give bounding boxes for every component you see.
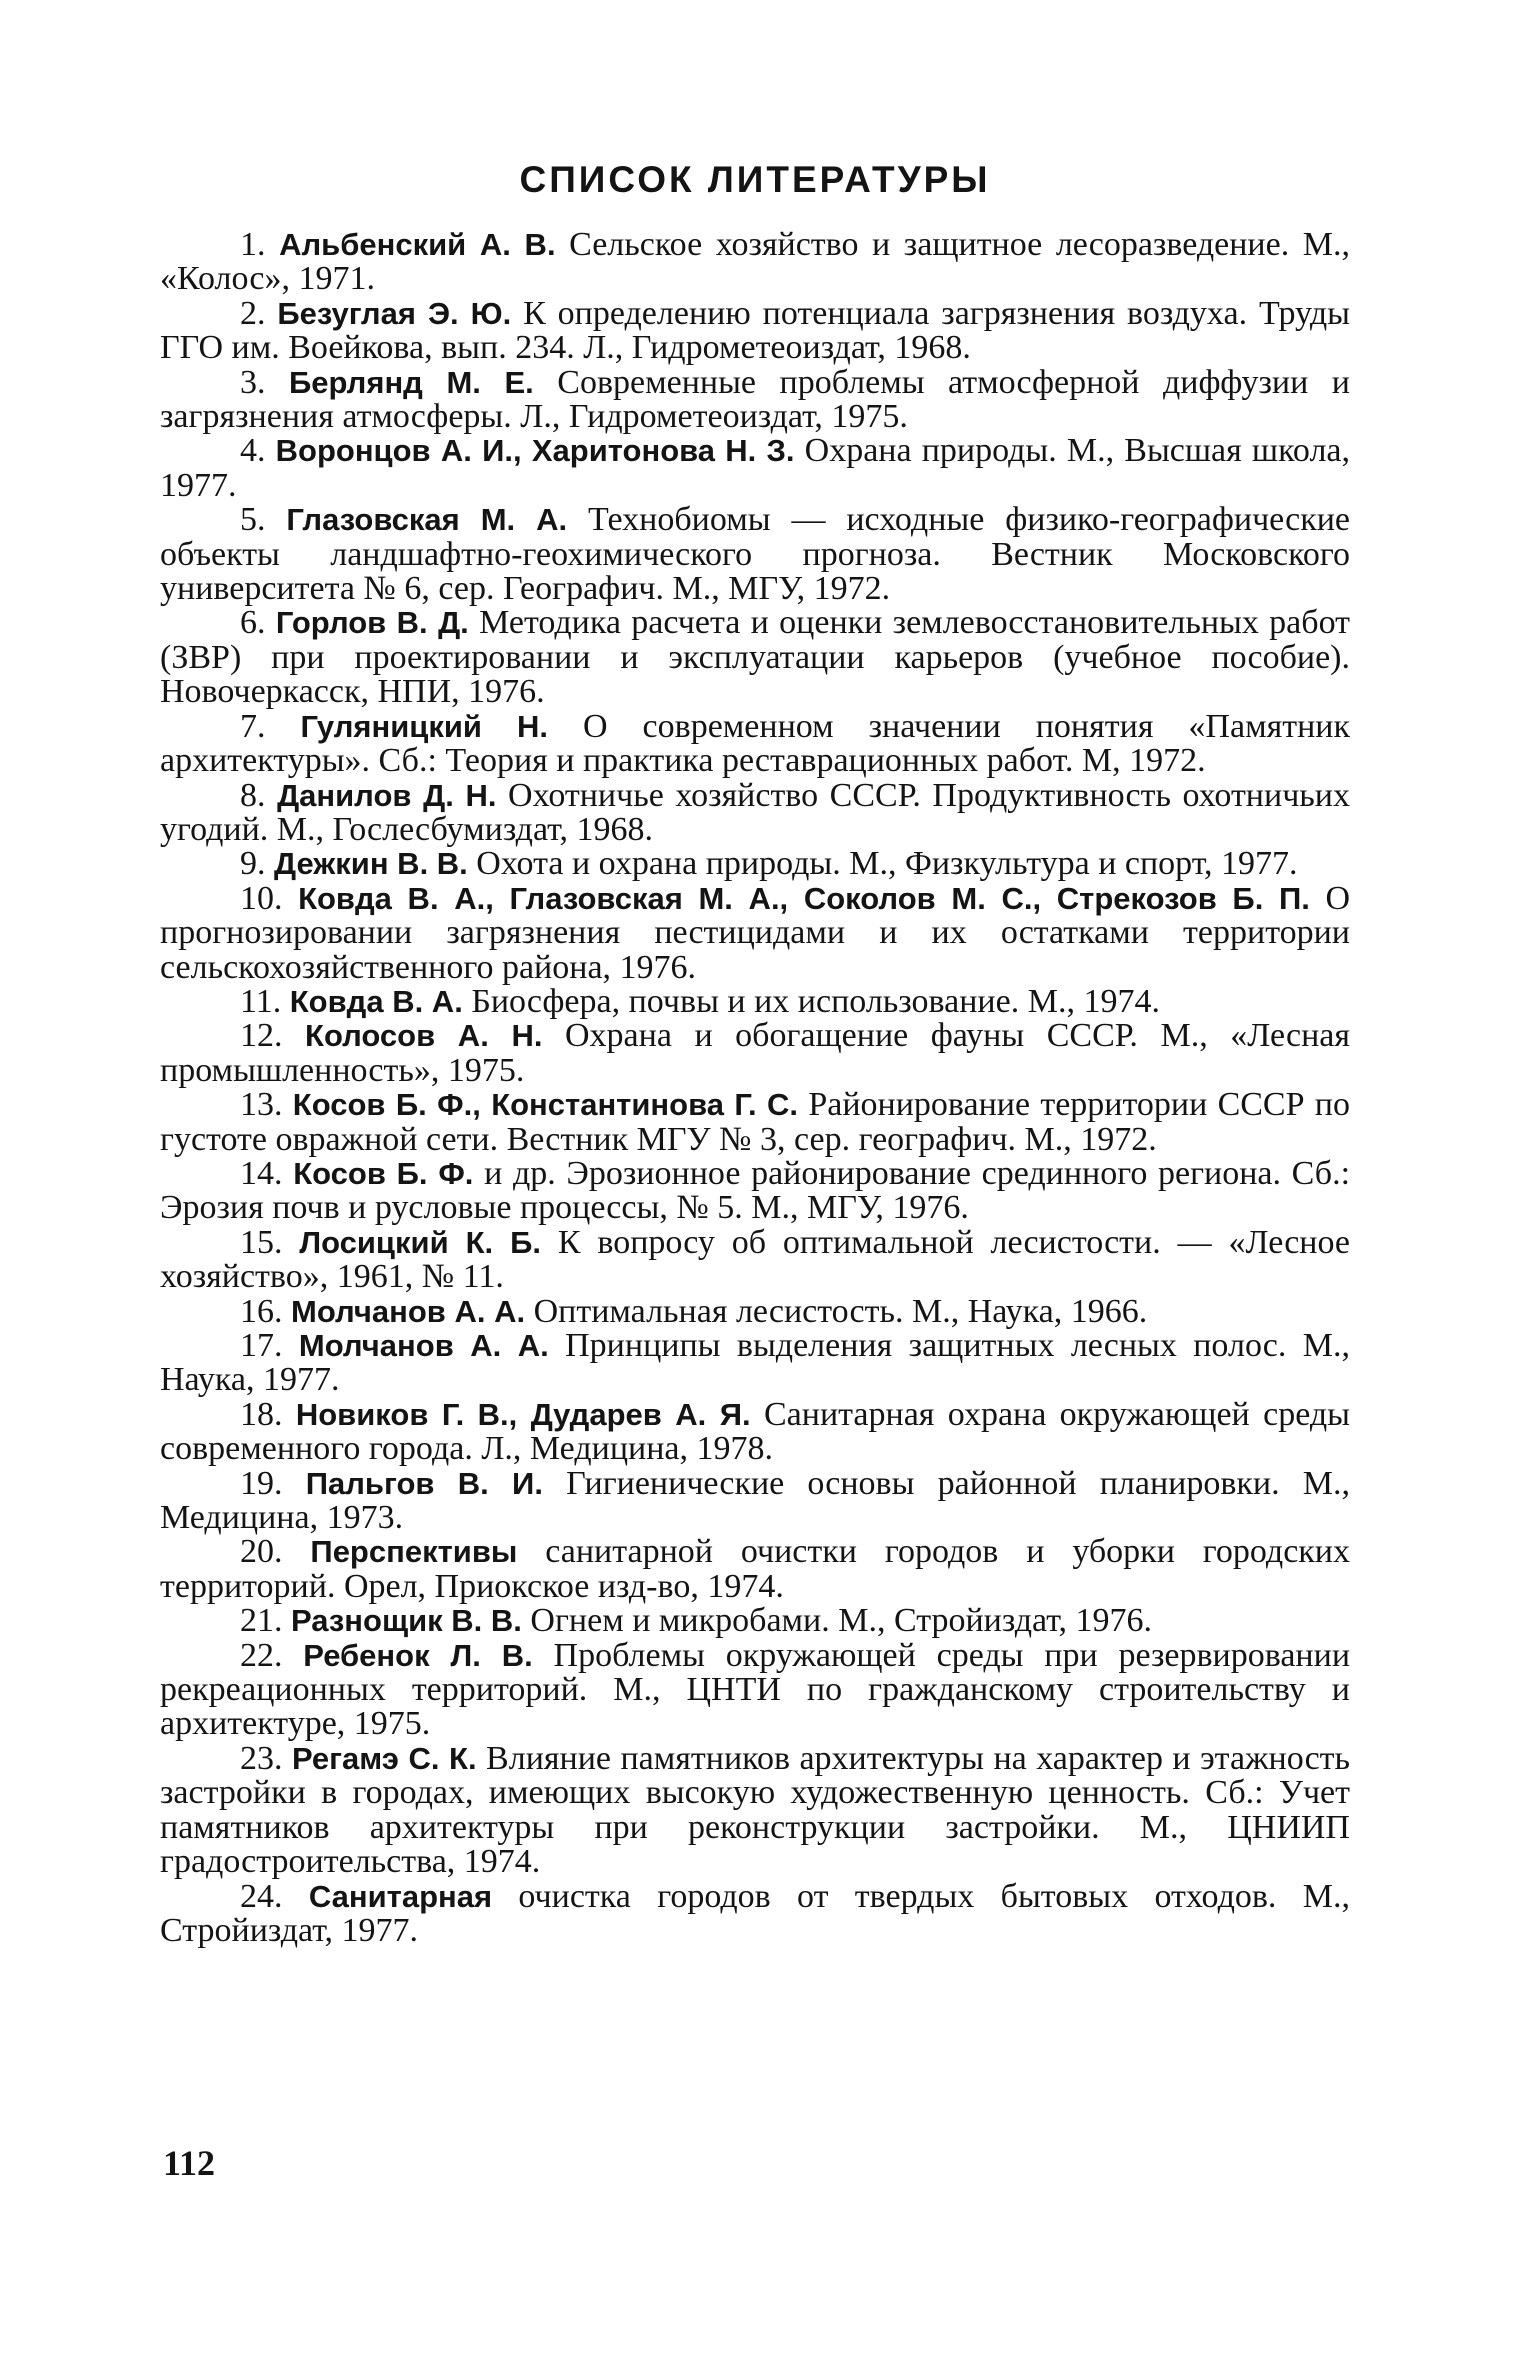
reference-item (160, 847, 1350, 881)
reference-number: 10. (240, 879, 283, 917)
reference-number: 13. (240, 1086, 283, 1124)
reference-number: 8. (240, 776, 266, 814)
reference-text: К вопросу об оптимальной лесистости. — «Лесное хозяйство», 1961, № 11. (160, 1223, 1351, 1296)
reference-number: 1. (240, 226, 266, 263)
reference-number: 23. (240, 1739, 283, 1777)
reference-item (160, 294, 1350, 367)
reference-text: Огнем и микробами. М., Стройиздат, 1976. (521, 1602, 1153, 1640)
reference-item (160, 1877, 1351, 1949)
reference-number: 4. (240, 432, 266, 470)
reference-number: 19. (240, 1464, 283, 1502)
reference-text: Районирование территории СССР по густоте овражной сети. Вестник МГУ № 3, сер. географич. М., 1972. (160, 1086, 1350, 1158)
reference-author: Ковда В. А., Глазовская М. А., Соколов М. С., Стрекозов Б. П. (298, 880, 1310, 916)
reference-text: Методика расчета и оценки землевосстановительных работ (ЗВР) при проектировании и эксплуатации карьеров (учебное пособие). Новочеркасск, НПИ, 1976. (160, 604, 1350, 711)
reference-text: Оптимальная лесистость. М., Наука, 1966. (525, 1292, 1148, 1330)
reference-author: Ребенок Л. В. (303, 1637, 533, 1673)
reference-number: 21. (240, 1602, 283, 1640)
reference-author: Молчанов А. А. (298, 1328, 549, 1363)
reference-number: 9. (240, 845, 266, 883)
reference-author: Воронцов А. И., Харитонова Н. З. (275, 433, 795, 469)
reference-number: 15. (240, 1223, 283, 1261)
reference-item (160, 1636, 1351, 1743)
reference-item (160, 1019, 1350, 1088)
reference-author: Пальгов В. И. (305, 1465, 543, 1501)
reference-text: Санитарная охрана окружающей среды современного города. Л., Медицина, 1978. (160, 1395, 1350, 1468)
reference-author: Санитарная (308, 1878, 493, 1914)
reference-text: Охотничье хозяйство СССР. Продуктивность охотничьих угодий. М., Гослесбумиздат, 1968. (160, 776, 1350, 848)
reference-item (160, 1292, 1350, 1330)
reference-item (160, 1154, 1351, 1227)
reference-text: очистка городов от твердых бытовых отходов. М., Стройиздат, 1977. (160, 1877, 1351, 1949)
reference-author: Разнощик В. В. (291, 1603, 522, 1639)
reference-author: Безуглая Э. Ю. (277, 295, 512, 331)
page-title: СПИСОК ЛИТЕРАТУРЫ (519, 159, 991, 200)
reference-number: 6. (240, 604, 266, 642)
reference-text: Охрана и обогащение фауны СССР. М., «Лесная промышленность», 1975. (160, 1017, 1351, 1089)
reference-item (160, 1604, 1350, 1638)
reference-item (160, 1329, 1350, 1398)
reference-item (160, 1395, 1350, 1468)
reference-item (160, 776, 1350, 848)
reference-text: санитарной очистки городов и уборки городских территорий. Орел, Приокское изд-во, 1974. (160, 1533, 1351, 1605)
reference-text: Сельское хозяйство и защитное лесоразведение. М., «Колос», 1971. (160, 226, 1351, 298)
reference-item (160, 982, 1350, 1020)
reference-item (160, 1088, 1350, 1157)
reference-author: Глазовская М. А. (286, 502, 568, 538)
reference-item (160, 1739, 1351, 1881)
reference-author: Ковда В. А. (289, 983, 463, 1019)
reference-number: 17. (240, 1327, 283, 1364)
reference-text: Охота и охрана природы. М., Физкультура и спорт, 1977. (467, 845, 1298, 883)
reference-number: 11. (240, 982, 282, 1020)
reference-item (160, 1464, 1351, 1537)
reference-text: Современные проблемы атмосферной диффузии и загрязнения атмосферы. Л., Гидрометеоиздат, 1975. (160, 363, 1350, 436)
reference-number: 12. (240, 1017, 283, 1055)
reference-number: 7. (240, 707, 266, 745)
reference-author: Косов Б. Ф., Константинова Г. С. (292, 1087, 799, 1123)
reference-author: Берлянд М. Е. (288, 364, 534, 400)
reference-text: Охрана природы. М., Высшая школа, 1977. (160, 432, 1350, 504)
reference-number: 2. (240, 294, 266, 332)
reference-item (160, 228, 1350, 297)
reference-number: 20. (240, 1533, 283, 1571)
reference-text: Влияние памятников архитектуры на характер и этажность застройки в городах, имеющих высокую художественную ценность. Сб.: Учет памятников архитектуры при реконструкции застройки. М., ЦНИИП градостроительства, 1974. (160, 1739, 1351, 1881)
reference-author: Молчанов А. А. (291, 1293, 526, 1329)
reference-number: 3. (240, 363, 266, 401)
reference-text: Технобиомы — исходные физико-географические объекты ландшафтно-геохимического прогноза. Вестник Московского университета № 6, сер. Географич. М., МГУ, 1972. (160, 501, 1351, 608)
page-number: 112 (163, 2143, 216, 2183)
reference-number: 24. (240, 1877, 283, 1915)
reference-item (160, 707, 1350, 780)
reference-author: Данилов Д. Н. (277, 777, 497, 813)
reference-author: Перспективы (310, 1534, 518, 1570)
reference-item (160, 1223, 1351, 1296)
reference-text: Принципы выделения защитных лесных полос. М., Наука, 1977. (160, 1327, 1351, 1399)
reference-item (160, 503, 1350, 606)
reference-item (160, 879, 1350, 986)
reference-text: и др. Эрозионное районирование срединного региона. Сб.: Эрозия почв и русловые процессы, № 5. М., МГУ, 1976. (160, 1154, 1351, 1227)
reference-item (160, 1535, 1350, 1604)
reference-number: 22. (240, 1636, 283, 1674)
reference-author: Дежкин В. В. (274, 846, 468, 882)
reference-author: Лосицкий К. Б. (299, 1224, 541, 1260)
reference-number: 16. (240, 1292, 283, 1330)
bibliography-page (160, 150, 1350, 1948)
reference-text: Биосфера, почвы и их использование. М., 1974. (462, 982, 1160, 1020)
reference-text: Проблемы окружающей среды при резервировании рекреационных территорий. М., ЦНТИ по гражданскому строительству и архитектуре, 1975. (160, 1636, 1351, 1743)
reference-text: Гигиенические основы районной планировки. М., Медицина, 1973. (160, 1464, 1351, 1537)
reference-number: 14. (240, 1154, 283, 1192)
reference-number: 18. (240, 1395, 283, 1433)
reference-item (160, 434, 1350, 503)
reference-author: Новиков Г. В., Дударев А. Я. (295, 1396, 751, 1432)
reference-number: 5. (240, 501, 266, 539)
reference-text: О прогнозировании загрязнения пестицидами и их остатками территории сельскохозяйственного района, 1976. (160, 879, 1350, 986)
reference-author: Колосов А. Н. (305, 1018, 543, 1054)
reference-text: О современном значении понятия «Памятник архитектуры». Сб.: Теория и практика реставрационных работ. М, 1972. (160, 707, 1350, 780)
reference-text: К определению потенциала загрязнения воздуха. Труды ГГО им. Воейкова, вып. 234. Л., Гидрометеоиздат, 1968. (160, 294, 1350, 367)
reference-author: Гуляницкий Н. (300, 708, 549, 744)
reference-author: Регамэ С. К. (291, 1740, 477, 1776)
reference-list (160, 228, 1350, 1948)
reference-item (160, 363, 1350, 436)
reference-item (160, 606, 1350, 709)
reference-author: Альбенский А. В. (279, 227, 556, 262)
reference-author: Горлов В. Д. (275, 605, 469, 641)
reference-author: Косов Б. Ф. (293, 1155, 474, 1191)
